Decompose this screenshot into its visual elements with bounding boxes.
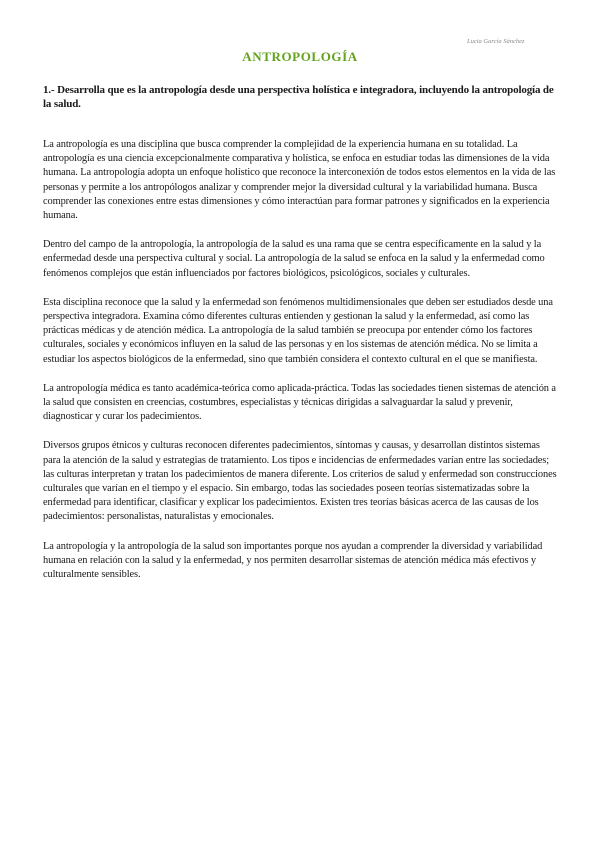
paragraph-4: La antropología médica es tanto académica-teórica como aplicada-práctica. Todas las sociedades tienen sistemas de atención a la salud que consisten en creencias, costumbres, especialistas y técnicas dirigidas a salvaguardar la salud y prevenir, diagnosticar y curar los padecimientos. (43, 382, 556, 423)
question-heading: 1.- Desarrolla que es la antropología desde una perspectiva holística e integradora, incluyendo la antropología de la salud. (43, 84, 554, 110)
paragraph-1: La antropología es una disciplina que busca comprender la complejidad de la experiencia humana en su totalidad. La antropología es una ciencia excepcionalmente comparativa y holística, se enfoca en estudiar todas las dimensiones de la vida humana. La antropología adopta un enfoque holístico que reconoce la interconexión de todos estos elementos en la vida de las personas y permite a los antropólogos analizar y comprender mejor la diversidad cultural y la variabilidad humana. Busca comprender las conexiones entre estas dimensiones y cómo interactúan para formar patrones y significados en la experiencia humana. (43, 139, 556, 222)
paragraph-2: Dentro del campo de la antropología, la antropología de la salud es una rama que se centra específicamente en la salud y la enfermedad desde una perspectiva cultural y social. La antropología de la salud se enfoca en la salud y la enfermedad como fenómenos complejos que están influenciados por factores biológicos, psicológicos, sociales y culturales. (43, 239, 545, 279)
document-title: ANTROPOLOGÍA (242, 49, 358, 64)
paragraph-6: La antropología y la antropología de la salud son importantes porque nos ayudan a comprender la diversidad y variabilidad humana en relación con la salud y la enfermedad, y nos permiten desarrollar sistemas de atención médica más efectivos y culturalmente sensibles. (43, 540, 543, 581)
author-signature: Lucia García Sánchez (467, 38, 525, 45)
paragraph-3: Esta disciplina reconoce que la salud y la enfermedad son fenómenos multidimensionales que deben ser estudiados desde una perspectiva integradora. Examina cómo diferentes culturas entienden y gestionan la salud y la enfermedad, así como las prácticas médicas y de atención médica. La antropología de la salud también se preocupa por entender cómo los factores culturales, sociales y económicos influyen en la salud de las personas y en los sistemas de atención médica. No se limita a estudiar los aspectos biológicos de la enfermedad, sino que también considera el contexto cultural en el que se manifiesta. (43, 296, 553, 365)
paragraph-5: Diversos grupos étnicos y culturas reconocen diferentes padecimientos, síntomas y causas, y desarrollan distintos sistemas para la atención de la salud y estrategias de tratamiento. Los tipos e incidencias de enfermedades varían entre las sociedades; las culturas interpretan y tratan los padecimientos de manera diferente. Los criterios de salud y enfermedad son construcciones culturales que varían en el tiempo y el espacio. Sin embargo, todas las sociedades poseen teorías sistematizadas sobre la enfermedad para identificar, clasificar y explicar los padecimientos. Existen tres teorías básicas acerca de las causas de los padecimientos: personalistas, naturalistas y emocionales. (43, 440, 557, 523)
document-body (43, 138, 557, 597)
